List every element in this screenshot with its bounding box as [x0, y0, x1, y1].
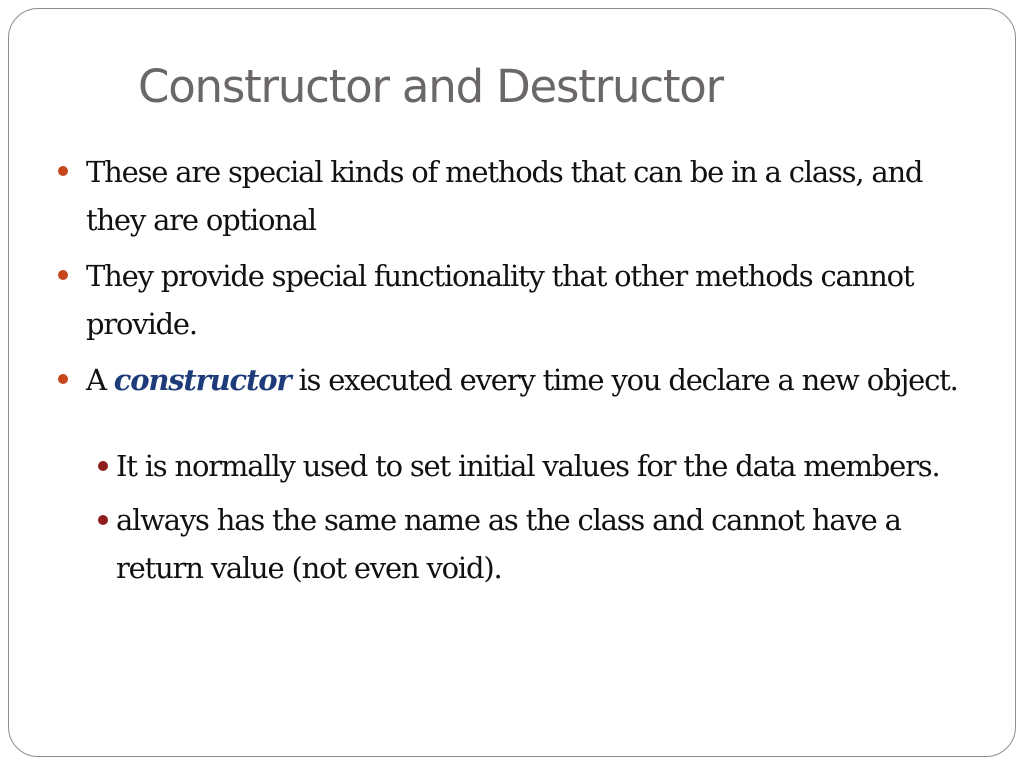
slide-content — [58, 148, 978, 598]
bullet-text: These are special kinds of methods that can be in a class, and they are optional — [86, 155, 923, 237]
bullet-text-suffix: is executed every time you declare a new object. — [290, 363, 958, 397]
bullet-item — [58, 252, 978, 348]
bullet-item — [58, 356, 978, 404]
sub-bullet-text: always has the same name as the class and cannot have a return value (not even void). — [116, 503, 901, 585]
sub-bullet-list — [58, 442, 978, 592]
bullet-dot-icon — [58, 374, 68, 384]
sub-bullet-dot-icon — [98, 461, 108, 471]
sub-bullet-text: It is normally used to set initial values for the data members. — [116, 449, 940, 483]
constructor-keyword: constructor — [113, 363, 291, 397]
bullet-item — [58, 148, 978, 244]
sub-bullet-dot-icon — [98, 515, 108, 525]
sub-bullet-item — [58, 496, 978, 592]
bullet-dot-icon — [58, 166, 68, 176]
sub-bullet-item — [58, 442, 978, 490]
bullet-dot-icon — [58, 270, 68, 280]
bullet-text: They provide special functionality that other methods cannot provide. — [86, 259, 914, 341]
bullet-text-prefix: A — [86, 363, 114, 397]
slide-title: Constructor and Destructor — [138, 60, 723, 113]
